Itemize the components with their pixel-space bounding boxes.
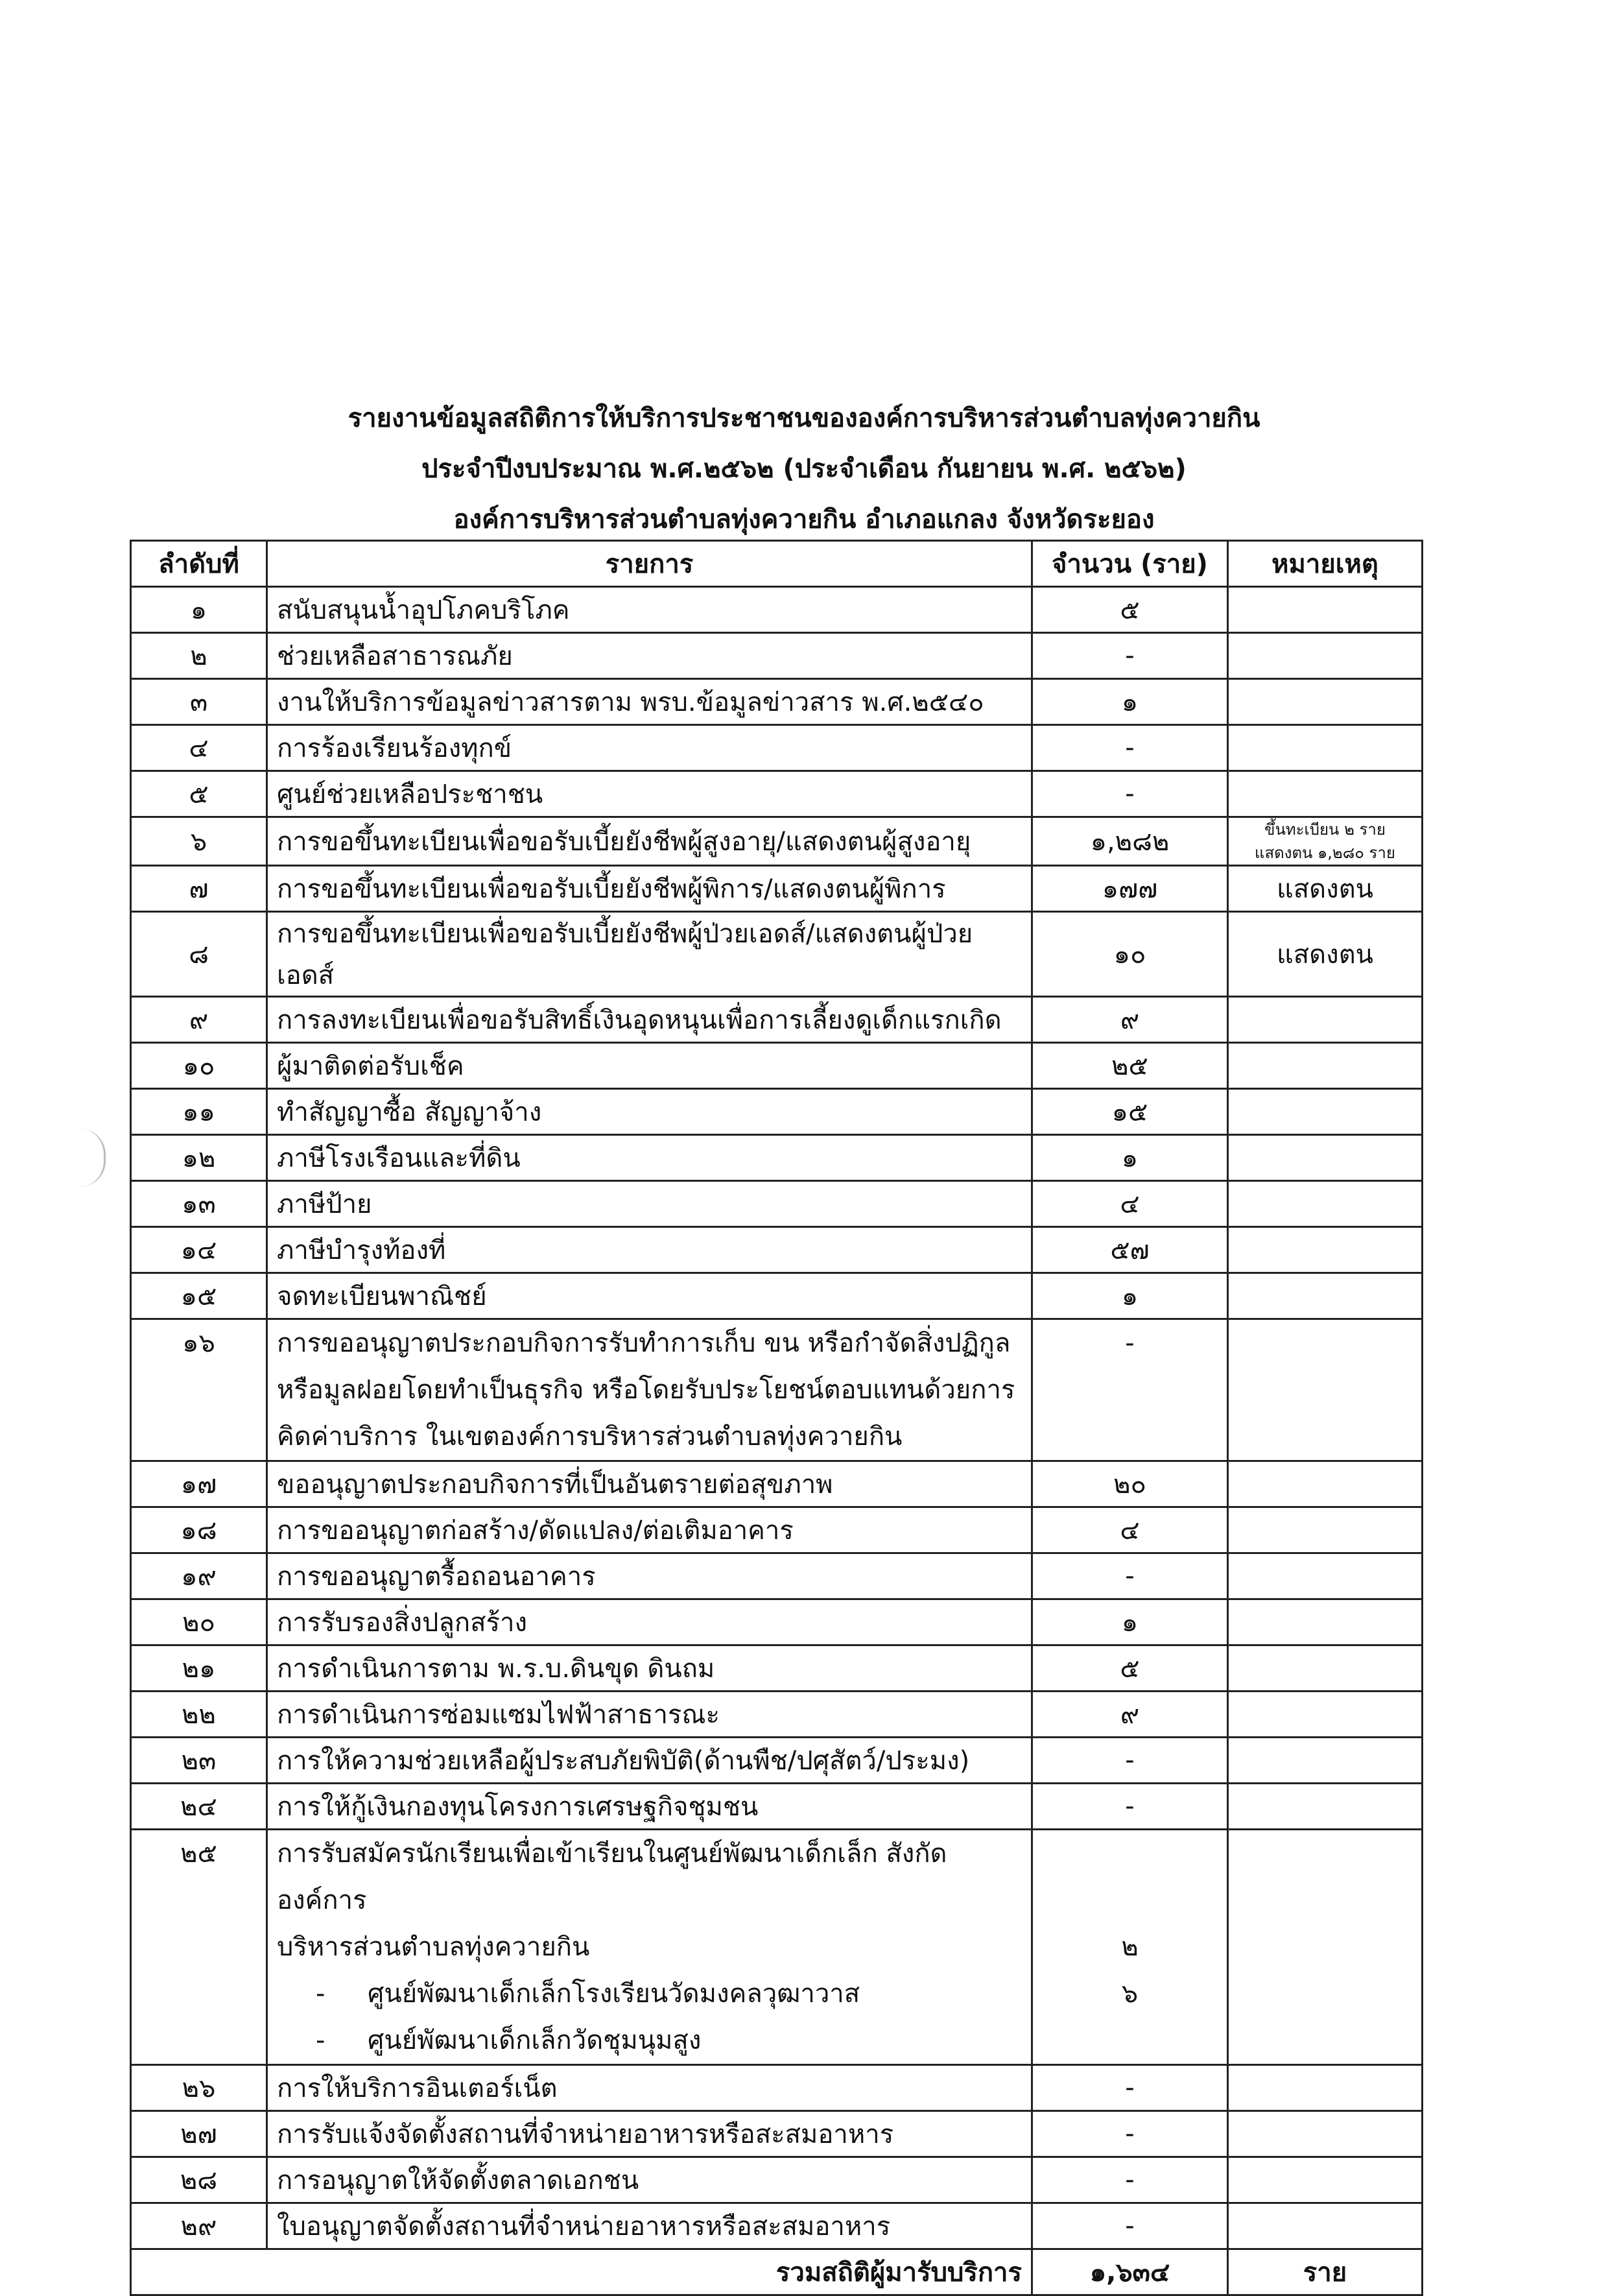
row-quantity (1032, 1319, 1228, 1461)
row-quantity: ๕ (1032, 587, 1228, 633)
row-remark-line: ขึ้นทะเบียน ๒ ราย (1264, 820, 1386, 839)
row-quantity: - (1032, 1553, 1228, 1599)
row-order-number (131, 1830, 267, 2065)
row-remark (1228, 1181, 1423, 1227)
row-quantity: - (1032, 1738, 1228, 1784)
row-quantity: - (1032, 2157, 1228, 2203)
row-order-number: ๑๗ (131, 1461, 267, 1507)
row-quantity: - (1032, 633, 1228, 679)
row-item: การขออนุญาตก่อสร้าง/ดัดแปลง/ต่อเติมอาคาร (267, 1507, 1032, 1553)
row-item: การดำเนินการตาม พ.ร.บ.ดินขุด ดินถม (267, 1645, 1032, 1692)
row-quantity-text: - (1125, 1328, 1135, 1358)
table-row (131, 725, 1423, 771)
row-order-number: ๒๑ (131, 1645, 267, 1692)
total-quantity: ๑,๖๓๔ (1032, 2249, 1228, 2295)
row-remark (1228, 2111, 1423, 2157)
row-remark (1228, 725, 1423, 771)
row-remark (1228, 587, 1423, 633)
row-order-number: ๒๖ (131, 2065, 267, 2111)
row-remark (1228, 1738, 1423, 1784)
table-row (131, 1507, 1423, 1553)
row-quantity: - (1032, 1784, 1228, 1830)
table-row (131, 1830, 1423, 2065)
row-order-number: ๒๘ (131, 2157, 267, 2203)
row-remark (1228, 633, 1423, 679)
table-row (131, 771, 1423, 817)
table-row (131, 679, 1423, 725)
report-period: ประจำปีงบประมาณ พ.ศ.๒๕๖๒ (ประจำเดือน กันยายน พ.ศ. ๒๕๖๒) (421, 454, 1187, 484)
table-row (131, 2203, 1423, 2249)
table-row (131, 1089, 1423, 1135)
row-remark (1228, 1043, 1423, 1089)
row-quantity: - (1032, 2111, 1228, 2157)
table-row (131, 1319, 1423, 1461)
row-remark-line: แสดงตน ๑,๒๘๐ ราย (1255, 844, 1395, 862)
row-quantity: - (1032, 2065, 1228, 2111)
row-quantity: ๑ (1032, 1599, 1228, 1645)
row-item: ผู้มาติดต่อรับเช็ค (267, 1043, 1032, 1089)
row-quantity: ๑๗๗ (1032, 866, 1228, 912)
row-item: การร้องเรียนร้องทุกข์ (267, 725, 1032, 771)
statistics-table (130, 540, 1423, 2296)
header-quantity: จำนวน (ราย) (1032, 541, 1228, 587)
table-row (131, 1043, 1423, 1089)
total-blank-cell (131, 2249, 267, 2295)
row-quantity: ๑๐ (1032, 912, 1228, 997)
row-remark (1228, 2203, 1423, 2249)
row-remark (1228, 1553, 1423, 1599)
total-label: รวมสถิติผู้มารับบริการ (267, 2249, 1032, 2295)
row-order-number: ๕ (131, 771, 267, 817)
row-order-number: ๒๗ (131, 2111, 267, 2157)
row-quantity: ๙ (1032, 997, 1228, 1043)
row-item: ช่วยเหลือสาธารณภัย (267, 633, 1032, 679)
row-item: การขอขึ้นทะเบียนเพื่อขอรับเบี้ยยังชีพผู้สูงอายุ/แสดงตนผู้สูงอายุ (267, 817, 1032, 866)
row-item: ภาษีบำรุงท้องที่ (267, 1227, 1032, 1273)
row-quantity (1032, 1830, 1228, 2065)
row-item-line: การขออนุญาตประกอบกิจการรับทำการเก็บ ขน หรือกำจัดสิ่งปฏิกูล (277, 1328, 1011, 1358)
row-quantity: ๑ (1032, 1273, 1228, 1319)
row-remark (1228, 771, 1423, 817)
row-item: ทำสัญญาซื้อ สัญญาจ้าง (267, 1089, 1032, 1135)
row-order-number (131, 1319, 267, 1461)
row-quantity: - (1032, 771, 1228, 817)
row-remark (1228, 1319, 1423, 1461)
row-item: งานให้บริการข้อมูลข่าวสารตาม พรบ.ข้อมูลข่าวสาร พ.ศ.๒๕๔๐ (267, 679, 1032, 725)
row-order-number: ๗ (131, 866, 267, 912)
row-remark (1228, 1507, 1423, 1553)
row-item: การให้กู้เงินกองทุนโครงการเศรษฐกิจชุมชน (267, 1784, 1032, 1830)
subitem-dash: - (316, 2026, 325, 2055)
row-quantity: ๔ (1032, 1507, 1228, 1553)
row-item-line: บริหารส่วนตำบลทุ่งควายกิน (277, 1932, 590, 1962)
table-row (131, 1181, 1423, 1227)
row-remark (1228, 679, 1423, 725)
row-remark (1228, 1692, 1423, 1738)
row-order-number: ๑๙ (131, 1553, 267, 1599)
row-item: การให้บริการอินเตอร์เน็ต (267, 2065, 1032, 2111)
table-row (131, 1461, 1423, 1507)
row-order-number-text: ๑๖ (182, 1328, 215, 1358)
row-item: การลงทะเบียนเพื่อขอรับสิทธิ์เงินอุดหนุนเพื่อการเลี้ยงดูเด็กแรกเกิด (267, 997, 1032, 1043)
table-body (131, 587, 1423, 2295)
row-item: ศูนย์ช่วยเหลือประชาชน (267, 771, 1032, 817)
row-item: การขอขึ้นทะเบียนเพื่อขอรับเบี้ยยังชีพผู้พิการ/แสดงตนผู้พิการ (267, 866, 1032, 912)
binding-hole-mark (65, 1129, 106, 1187)
row-order-number: ๑๐ (131, 1043, 267, 1089)
row-remark (1228, 997, 1423, 1043)
table-row (131, 1738, 1423, 1784)
row-quantity: ๕๗ (1032, 1227, 1228, 1273)
row-remark: แสดงตน (1228, 866, 1423, 912)
table-row (131, 1645, 1423, 1692)
row-subitem (277, 1970, 1022, 2017)
table-row (131, 817, 1423, 866)
table-row (131, 1135, 1423, 1181)
total-unit: ราย (1228, 2249, 1423, 2295)
row-remark (1228, 1599, 1423, 1645)
subitem-label: ศูนย์พัฒนาเด็กเล็กโรงเรียนวัดมงคลวุฒาวาส (368, 1979, 860, 2009)
row-remark (1228, 2065, 1423, 2111)
report-organization: องค์การบริหารส่วนตำบลทุ่งควายกิน อำเภอแกลง จังหวัดระยอง (453, 505, 1155, 534)
row-order-number: ๙ (131, 997, 267, 1043)
table-row (131, 1692, 1423, 1738)
header-order: ลำดับที่ (131, 541, 267, 587)
subitem-dash: - (316, 1979, 325, 2009)
row-order-number: ๑๓ (131, 1181, 267, 1227)
row-quantity: - (1032, 2203, 1228, 2249)
total-row (131, 2249, 1423, 2295)
row-order-number: ๖ (131, 817, 267, 866)
row-order-number: ๑๒ (131, 1135, 267, 1181)
row-order-number: ๔ (131, 725, 267, 771)
row-remark: แสดงตน (1228, 912, 1423, 997)
row-order-number: ๒๔ (131, 1784, 267, 1830)
table-row (131, 1273, 1423, 1319)
row-quantity: ๑๕ (1032, 1089, 1228, 1135)
table-row (131, 2157, 1423, 2203)
row-order-number: ๒๙ (131, 2203, 267, 2249)
row-remark (1228, 1645, 1423, 1692)
row-item: การขออนุญาตรื้อถอนอาคาร (267, 1553, 1032, 1599)
subitem-label: ศูนย์พัฒนาเด็กเล็กวัดชุมนุมสูง (368, 2026, 702, 2055)
row-quantity: ๕ (1032, 1645, 1228, 1692)
row-item: ภาษีโรงเรือนและที่ดิน (267, 1135, 1032, 1181)
row-item: การรับแจ้งจัดตั้งสถานที่จำหน่ายอาหารหรือสะสมอาหาร (267, 2111, 1032, 2157)
row-order-number: ๑๘ (131, 1507, 267, 1553)
row-order-number: ๒๐ (131, 1599, 267, 1645)
row-item: การขอขึ้นทะเบียนเพื่อขอรับเบี้ยยังชีพผู้ป่วยเอดส์/แสดงตนผู้ป่วยเอดส์ (267, 912, 1032, 997)
row-item: สนับสนุนน้ำอุปโภคบริโภค (267, 587, 1032, 633)
row-quantity: ๒๐ (1032, 1461, 1228, 1507)
row-order-number: ๒๓ (131, 1738, 267, 1784)
table-row (131, 1784, 1423, 1830)
row-subitem (277, 2017, 1022, 2064)
table-row (131, 587, 1423, 633)
header-item: รายการ (267, 541, 1032, 587)
row-remark (1228, 1830, 1423, 2065)
row-order-number-text: ๒๕ (180, 1839, 217, 1869)
table-row (131, 866, 1423, 912)
row-order-number: ๒ (131, 633, 267, 679)
row-remark (1228, 1784, 1423, 1830)
table-row (131, 633, 1423, 679)
row-remark (1228, 1227, 1423, 1273)
row-order-number: ๑ (131, 587, 267, 633)
row-remark (1228, 2157, 1423, 2203)
row-order-number: ๑๕ (131, 1273, 267, 1319)
row-order-number: ๑๑ (131, 1089, 267, 1135)
row-item (267, 1319, 1032, 1461)
row-item (267, 1830, 1032, 2065)
table-row (131, 1227, 1423, 1273)
row-order-number: ๘ (131, 912, 267, 997)
row-order-number: ๑๔ (131, 1227, 267, 1273)
table-row (131, 1553, 1423, 1599)
row-order-number: ๒๒ (131, 1692, 267, 1738)
row-item: การดำเนินการซ่อมแซมไฟฟ้าสาธารณะ (267, 1692, 1032, 1738)
quantity-spacer (1042, 1877, 1218, 1924)
row-item: การรับรองสิ่งปลูกสร้าง (267, 1599, 1032, 1645)
row-remark (1228, 1461, 1423, 1507)
table-row (131, 2111, 1423, 2157)
row-remark (1228, 817, 1423, 866)
subitem-quantity: ๒ (1121, 1932, 1139, 1962)
row-remark (1228, 1089, 1423, 1135)
row-remark (1228, 1135, 1423, 1181)
row-item: การอนุญาตให้จัดตั้งตลาดเอกชน (267, 2157, 1032, 2203)
row-item: จดทะเบียนพาณิชย์ (267, 1273, 1032, 1319)
row-item: ขออนุญาตประกอบกิจการที่เป็นอันตรายต่อสุขภาพ (267, 1461, 1032, 1507)
table-row (131, 2065, 1423, 2111)
row-quantity: ๒๕ (1032, 1043, 1228, 1089)
table-row (131, 997, 1423, 1043)
row-quantity: ๑,๒๘๒ (1032, 817, 1228, 866)
row-quantity: ๑ (1032, 679, 1228, 725)
row-item-line: หรือมูลฝอยโดยทำเป็นธุรกิจ หรือโดยรับประโยชน์ตอบแทนด้วยการ (277, 1375, 1015, 1405)
table-row (131, 912, 1423, 997)
row-order-number: ๓ (131, 679, 267, 725)
row-quantity: ๔ (1032, 1181, 1228, 1227)
row-item: ใบอนุญาตจัดตั้งสถานที่จำหน่ายอาหารหรือสะสมอาหาร (267, 2203, 1032, 2249)
table-row (131, 1599, 1423, 1645)
row-remark (1228, 1273, 1423, 1319)
row-item: การให้ความช่วยเหลือผู้ประสบภัยพิบัติ(ด้านพืช/ปศุสัตว์/ประมง) (267, 1738, 1032, 1784)
quantity-spacer (1042, 1830, 1218, 1877)
report-title: รายงานข้อมูลสถิติการให้บริการประชาชนขององค์การบริหารส่วนตำบลทุ่งควายกิน (348, 403, 1260, 433)
row-quantity: ๙ (1032, 1692, 1228, 1738)
subitem-quantity: ๖ (1121, 1979, 1139, 2009)
row-item-line: คิดค่าบริการ ในเขตองค์การบริหารส่วนตำบลทุ่งควายกิน (277, 1422, 903, 1452)
row-item: ภาษีป้าย (267, 1181, 1032, 1227)
row-quantity: ๑ (1032, 1135, 1228, 1181)
row-item-line: การรับสมัครนักเรียนเพื่อเข้าเรียนในศูนย์พัฒนาเด็กเล็ก สังกัด องค์การ (277, 1839, 947, 1915)
row-quantity: - (1032, 725, 1228, 771)
header-remark: หมายเหตุ (1228, 541, 1423, 587)
table-header-row (131, 541, 1423, 587)
